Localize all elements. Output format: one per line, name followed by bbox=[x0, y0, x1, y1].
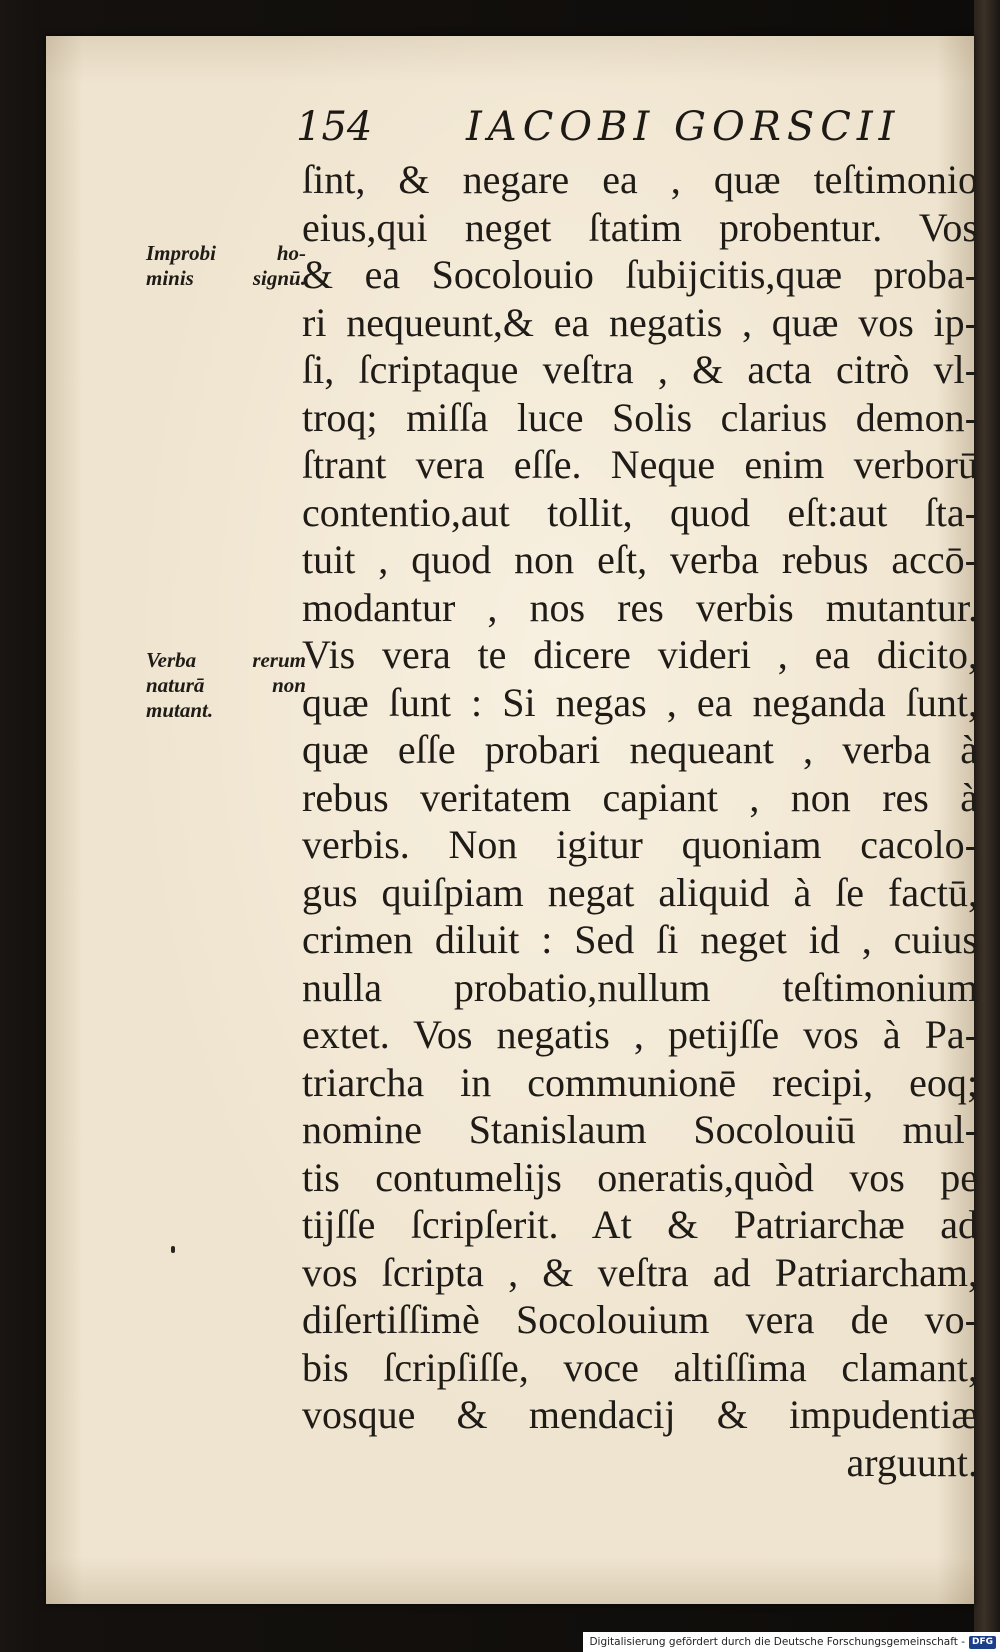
text-line: triarcha in communionē recipi, eoq; bbox=[302, 1059, 978, 1105]
margin-note-line: minis signū. bbox=[146, 266, 306, 290]
margin-note-line: mutant. bbox=[146, 698, 214, 722]
text-line: eius,qui neget ſtatim probentur. Vos bbox=[302, 204, 978, 250]
page-header bbox=[296, 104, 976, 164]
text-line: crimen diluit : Sed ſi neget id , cuius bbox=[302, 917, 978, 962]
text-line: ſtrant vera eſſe. Neque enim verborū bbox=[302, 442, 978, 487]
digitization-credit bbox=[583, 1632, 1000, 1652]
text-line: & ea Socolouio ſubijcitis,quæ proba- bbox=[302, 252, 978, 297]
text-line: diſertiſſimè Socolouium vera de vo- bbox=[302, 1297, 978, 1342]
text-line: tis contumelijs oneratis,quòd vos pe bbox=[302, 1154, 978, 1200]
running-head: IACOBI GORSCII bbox=[466, 104, 901, 150]
text-line: troq; miſſa luce Solis clarius demon- bbox=[302, 394, 978, 440]
ink-mark bbox=[171, 1246, 175, 1253]
margin-note-line: naturā non bbox=[146, 673, 306, 697]
text-line: tuit , quod non eſt, verba rebus accō- bbox=[302, 537, 978, 582]
text-line: rebus veritatem capiant , non res à bbox=[302, 774, 978, 820]
margin-note-line: Verba rerum bbox=[146, 648, 306, 672]
text-line: bis ſcripſiſſe, voce altiſſima clamant, bbox=[302, 1344, 978, 1390]
page-number: 154 bbox=[296, 104, 373, 150]
margin-note-line: Improbi ho- bbox=[146, 241, 306, 265]
dfg-logo: DFG bbox=[969, 1636, 996, 1649]
text-line: contentio,aut tollit, quod eſt:aut ſta- bbox=[302, 489, 978, 535]
text-line: verbis. Non igitur quoniam cacolo- bbox=[302, 822, 978, 867]
text-line: vosque & mendacij & impudentiæ bbox=[302, 1392, 978, 1437]
text-line: nomine Stanislaum Socolouiū mul- bbox=[302, 1107, 978, 1152]
book-page bbox=[46, 36, 978, 1604]
text-line: vos ſcripta , & veſtra ad Patriarcham, bbox=[302, 1249, 978, 1295]
text-line: gus quiſpiam negat aliquid à ſe factū, bbox=[302, 869, 978, 915]
text-line: ſi, ſcriptaque veſtra , & acta citrò vl- bbox=[302, 347, 978, 392]
text-line: ri nequeunt,& ea negatis , quæ vos ip- bbox=[302, 299, 978, 345]
text-line: extet. Vos negatis , petijſſe vos à Pa- bbox=[302, 1012, 978, 1057]
text-line: quæ ſunt : Si negas , ea neganda ſunt, bbox=[302, 679, 978, 725]
text-line: modantur , nos res verbis mutantur. bbox=[302, 584, 978, 630]
text-line: nulla probatio,nullum teſtimonium bbox=[302, 964, 978, 1010]
text-line: Vis vera te dicere videri , ea dicito, bbox=[302, 632, 978, 677]
text-line-last: arguunt. bbox=[846, 1439, 978, 1485]
margin-note-verba bbox=[146, 648, 306, 723]
body-text bbox=[302, 156, 978, 1486]
text-line: quæ eſſe probari nequeant , verba à bbox=[302, 727, 978, 772]
text-line: ſint, & negare ea , quæ teſtimonio bbox=[302, 157, 978, 202]
margin-note-improbi bbox=[146, 241, 306, 291]
text-line: tijſſe ſcripſerit. At & Patriarchæ ad bbox=[302, 1202, 978, 1247]
credit-text: Digitalisierung gefördert durch die Deutsche Forschungsgemeinschaft - bbox=[589, 1636, 965, 1648]
